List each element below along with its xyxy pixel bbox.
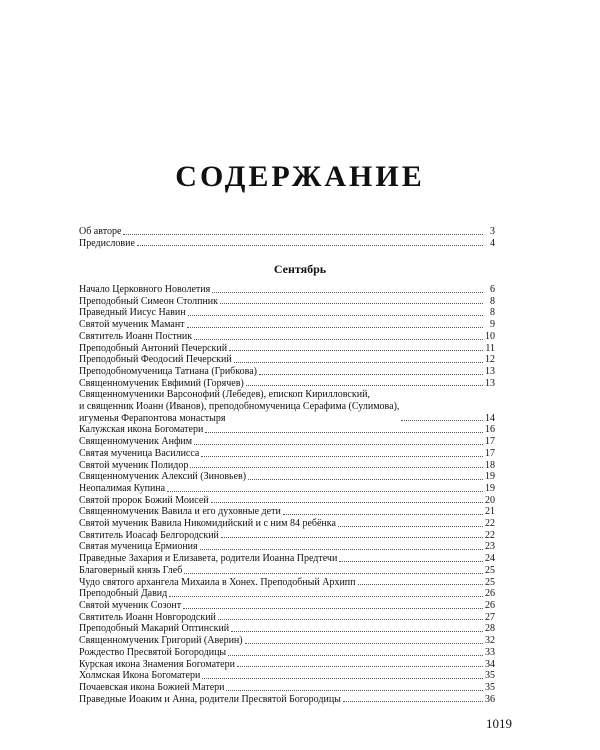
entry-page-number: 23	[485, 541, 495, 553]
page-number-folio: 1019	[486, 716, 512, 731]
toc-entry	[79, 284, 495, 296]
entry-page-number: 13	[485, 377, 495, 389]
entry-title: Преподобный Давид	[79, 588, 168, 600]
toc-entry	[79, 565, 495, 577]
entry-title: Праведные Иоаким и Анна, родители Пресвятой Богородицы	[79, 693, 341, 705]
dot-leader	[343, 700, 483, 702]
entry-title: Праведные Захария и Елизавета, родители Иоанна Предтечи	[79, 553, 338, 565]
toc-entry	[79, 600, 495, 612]
entry-title: Благоверный князь Глеб	[79, 564, 183, 576]
entry-page-number: 13	[485, 365, 495, 377]
entry-page-number: 34	[485, 658, 495, 670]
entry-page-number: 26	[485, 599, 495, 611]
entry-title: Святой мученик Созонт	[79, 599, 182, 611]
entry-page-number: 18	[485, 459, 495, 471]
toc-entry	[79, 623, 495, 635]
dot-leader	[245, 642, 483, 644]
entry-title: Предисловие	[79, 237, 135, 249]
entry-title: Священномученик Алексий (Зиновьев)	[79, 471, 247, 483]
toc-entry	[79, 553, 495, 565]
dot-leader	[229, 349, 483, 351]
entry-title: Священномученик Евфимий (Горячев)	[79, 377, 244, 389]
entry-title: Святой мученик Вавила Никомидийский и с ним 84 ребёнка	[79, 518, 336, 530]
entry-title: Об авторе	[79, 226, 122, 237]
dot-leader	[167, 490, 483, 492]
toc-entry	[79, 530, 495, 542]
entry-page-number: 16	[485, 424, 495, 436]
front-matter-list	[79, 226, 495, 249]
dot-leader	[202, 677, 483, 679]
entry-page-number: 17	[485, 447, 495, 459]
entry-page-number: 10	[485, 330, 495, 342]
toc-entry	[79, 612, 495, 624]
entry-title: Курская икона Знамения Богоматери	[79, 658, 235, 670]
toc-entry	[79, 518, 495, 530]
dot-leader	[401, 419, 483, 421]
toc-entry	[79, 296, 495, 308]
dot-leader	[283, 513, 483, 515]
entry-page-number: 36	[485, 693, 495, 705]
toc-entry	[79, 495, 495, 507]
entry-title: Священномученик Григорий (Аверин)	[79, 635, 243, 647]
entry-title: Преподобный Антоний Печерский	[79, 342, 228, 354]
dot-leader	[183, 607, 483, 609]
dot-leader	[218, 618, 483, 620]
entry-title: Праведный Иисус Навин	[79, 307, 186, 319]
toc-entry	[79, 389, 495, 424]
dot-leader	[190, 466, 483, 468]
entry-title: Холмская Икона Богоматери	[79, 670, 201, 682]
entry-page-number: 19	[485, 482, 495, 494]
entry-page-number: 8	[490, 295, 495, 307]
dot-leader	[231, 630, 483, 632]
toc-entry	[79, 343, 495, 355]
toc-entry	[79, 577, 495, 589]
entry-page-number: 17	[485, 436, 495, 448]
entry-page-number: 14	[485, 412, 495, 424]
entry-title: Святой мученик Мамант	[79, 319, 185, 331]
entry-page-number: 12	[485, 354, 495, 366]
entry-page-number: 21	[485, 506, 495, 518]
section-heading: Сентябрь	[273, 262, 327, 276]
toc-entry	[79, 378, 495, 390]
entry-page-number: 25	[485, 576, 495, 588]
entry-title: Чудо святого архангела Михаила в Хонех. Преподобный Архипп	[79, 576, 356, 588]
toc-entry	[79, 659, 495, 671]
dot-leader	[338, 525, 483, 527]
dot-leader	[211, 501, 483, 503]
dot-leader	[248, 478, 483, 480]
entry-title: Святая мученица Василисса	[79, 447, 200, 459]
toc-list	[79, 284, 495, 705]
dot-leader	[259, 373, 483, 375]
dot-leader	[137, 244, 483, 246]
toc-entry	[79, 354, 495, 366]
dot-leader	[169, 595, 483, 597]
dot-leader	[226, 689, 483, 691]
entry-page-number: 20	[485, 494, 495, 506]
entry-page-number: 19	[485, 471, 495, 483]
entry-title: Святитель Иоанн Новгородский	[79, 611, 216, 623]
entry-title: Священномученик Анфим	[79, 436, 193, 448]
dot-leader	[358, 583, 483, 585]
toc-entry	[79, 307, 495, 319]
toc-entry	[79, 670, 495, 682]
entry-title: Преподобномученица Татиана (Грибкова)	[79, 365, 257, 377]
entry-page-number: 27	[485, 611, 495, 623]
entry-title: Неопалимая Купина	[79, 482, 166, 494]
entry-title: Преподобный Симеон Столпник	[79, 295, 219, 307]
toc-entry	[79, 319, 495, 331]
dot-leader	[205, 431, 483, 433]
entry-page-number: 22	[485, 529, 495, 541]
dot-leader	[184, 572, 483, 574]
toc-entry	[79, 424, 495, 436]
entry-title: Рождество Пресвятой Богородицы	[79, 646, 227, 658]
entry-title: Начало Церковного Новолетия	[79, 284, 211, 295]
entry-page-number: 28	[485, 623, 495, 635]
dot-leader	[188, 314, 483, 316]
entry-title: Преподобный Макарий Оптинский	[79, 623, 230, 635]
entry-page-number: 11	[485, 342, 495, 354]
dot-leader	[228, 654, 483, 656]
toc-entry	[79, 483, 495, 495]
toc-entry	[79, 460, 495, 472]
toc-entry	[79, 682, 495, 694]
dot-leader	[123, 233, 483, 235]
toc-entry	[79, 541, 495, 553]
toc-entry	[79, 436, 495, 448]
entry-title: Почаевская икона Божией Матери	[79, 681, 225, 693]
entry-page-number: 6	[490, 284, 495, 295]
entry-page-number: 8	[490, 307, 495, 319]
entry-page-number: 32	[485, 635, 495, 647]
toc-entry	[79, 635, 495, 647]
dot-leader	[246, 384, 483, 386]
dot-leader	[200, 548, 483, 550]
entry-title: Святой мученик Полидор	[79, 459, 189, 471]
toc-entry-front	[79, 226, 495, 238]
entry-title: Святой пророк Божий Моисей	[79, 494, 209, 506]
toc-entry-front	[79, 238, 495, 250]
dot-leader	[220, 302, 483, 304]
dot-leader	[194, 443, 483, 445]
toc-entry	[79, 647, 495, 659]
toc-entry	[79, 448, 495, 460]
entry-page-number: 22	[485, 518, 495, 530]
entry-page-number: 9	[490, 319, 495, 331]
entry-title: Святая мученица Ермиония	[79, 541, 198, 553]
entry-page-number: 4	[490, 237, 495, 249]
entry-title: Священномученик Вавила и его духовные дети	[79, 506, 281, 518]
dot-leader	[187, 326, 483, 328]
entry-page-number: 25	[485, 564, 495, 576]
entry-page-number: 24	[485, 553, 495, 565]
toc-entry	[79, 331, 495, 343]
entry-title: Священномученики Варсонофий (Лебедев), епископ Кирилловский, и священник Иоанн (Иванов), преподобномученица Серафима (Сулимова), игуменья Ферапонтова монастыря	[79, 389, 400, 424]
entry-title: Преподобный Феодосий Печерский	[79, 354, 232, 366]
dot-leader	[237, 665, 483, 667]
dot-leader	[339, 560, 483, 562]
dot-leader	[234, 361, 483, 363]
toc-entry	[79, 588, 495, 600]
toc-entry	[79, 694, 495, 706]
dot-leader	[194, 338, 483, 340]
toc-entry	[79, 366, 495, 378]
entry-page-number: 35	[485, 681, 495, 693]
dot-leader	[221, 536, 483, 538]
entry-title: Калужская икона Богоматери	[79, 424, 204, 436]
dot-leader	[212, 291, 483, 293]
entry-title: Святитель Иоасаф Белгородский	[79, 529, 219, 541]
entry-page-number: 35	[485, 670, 495, 682]
entry-page-number: 33	[485, 646, 495, 658]
entry-page-number: 26	[485, 588, 495, 600]
dot-leader	[201, 455, 483, 457]
toc-entry	[79, 506, 495, 518]
page-title: СОДЕРЖАНИЕ	[175, 160, 425, 193]
toc-entry	[79, 471, 495, 483]
entry-page-number: 3	[490, 226, 495, 237]
entry-title: Святитель Иоанн Постник	[79, 330, 193, 342]
